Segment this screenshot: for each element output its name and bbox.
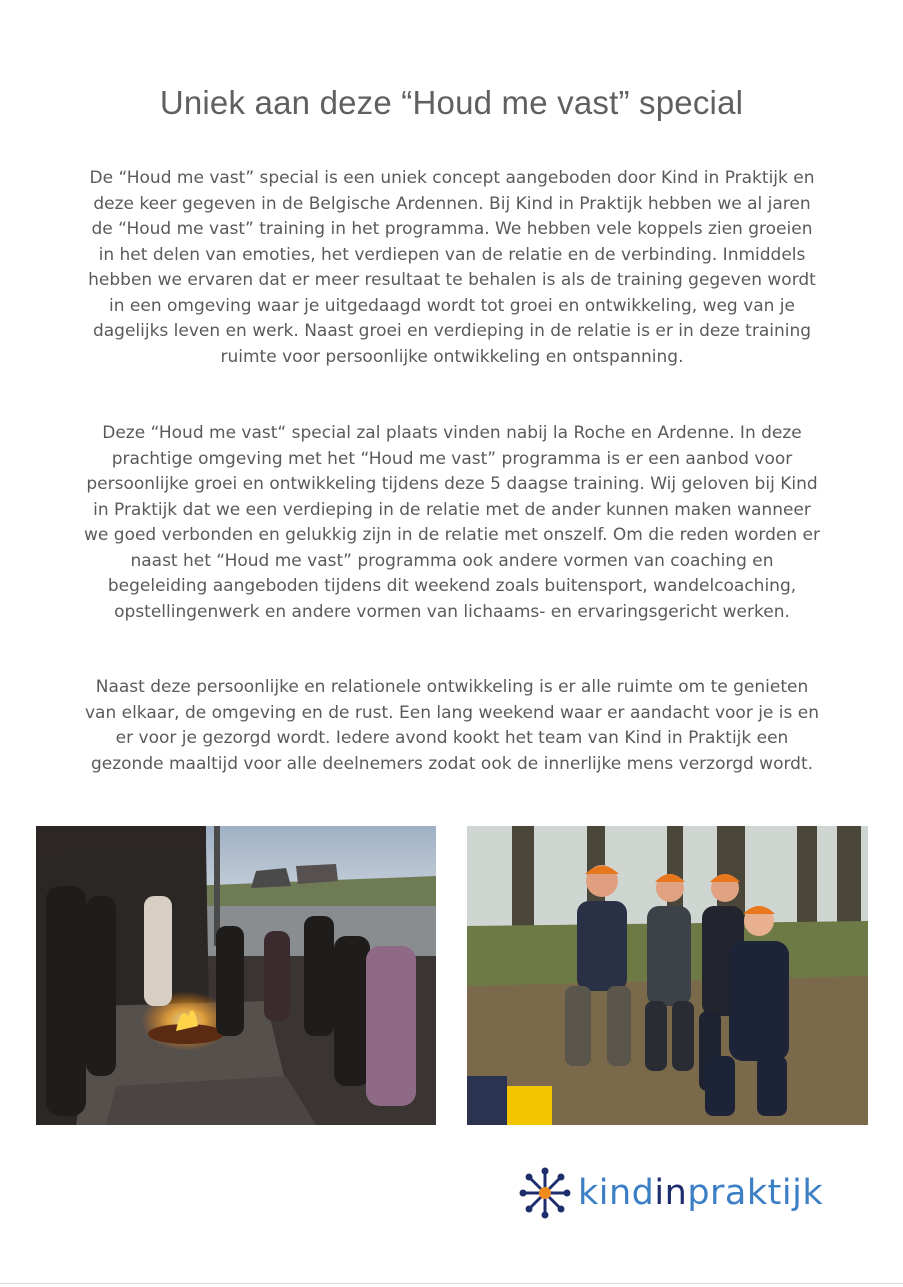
logo-wordmark — [578, 1173, 823, 1213]
starburst-logo-icon — [518, 1166, 572, 1220]
campfire-group-photo — [36, 826, 436, 1125]
climbing-group-photo — [467, 826, 868, 1125]
climbing-photo-illustration — [467, 826, 868, 1125]
kindinpraktijk-logo — [518, 1166, 858, 1220]
logo-word-in: in — [654, 1173, 688, 1213]
page-bottom-rule — [0, 1283, 903, 1284]
logo-word-praktijk: praktijk — [687, 1173, 824, 1213]
page-title: Uniek aan deze “Houd me vast” special — [159, 84, 744, 121]
logo-word-kind: kind — [578, 1173, 655, 1213]
location-paragraph: Deze “Houd me vast“ special zal plaats vinden nabij la Roche en Ardenne. In deze prachtige omgeving met het “Houd me vast” programma is er een aanbod voor persoonlijke groei en ontwikkeling tijdens deze 5 daagse training. Wij geloven bij Kind in Praktijk dat we een verdieping in de relatie met de ander kunnen maken wanneer we goed verbonden en gelukkig zijn in de relatie met onszelf. Om die reden worden er naast het “Houd me vast” programma ook andere vormen van coaching en begeleiding aangeboden tijdens dit weekend zoals buitensport, wandelcoaching, opstellingenwerk en andere vormen van lichaams- en ervaringsgericht werken. — [84, 423, 820, 622]
relaxation-paragraph: Naast deze persoonlijke en relationele ontwikkeling is er alle ruimte om te genieten van elkaar, de omgeving en de rust. Een lang weekend waar er aandacht voor je is en er voor je gezorgd wordt. Iedere avond kookt het team van Kind in Praktijk een gezonde maaltijd voor alle deelnemers zodat ook de innerlijke mens verzorgd wordt. — [84, 677, 820, 774]
campfire-photo-illustration — [36, 826, 436, 1125]
intro-paragraph: De “Houd me vast” special is een uniek concept aangeboden door Kind in Praktijk en deze keer gegeven in de Belgische Ardennen. Bij Kind in Praktijk hebben we al jaren de “Houd me vast” training in het programma. We hebben vele koppels zien groeien in het delen van emoties, het verdiepen van de relatie en de verbinding. Inmiddels hebben we ervaren dat er meer resultaat te behalen is als de training gegeven wordt in een omgeving waar je uitgedaagd wordt tot groei en ontwikkeling, weg van je dagelijks leven en werk. Naast groei en verdieping in de relatie is er in deze training ruimte voor persoonlijke ontwikkeling en ontspanning. — [88, 168, 816, 367]
